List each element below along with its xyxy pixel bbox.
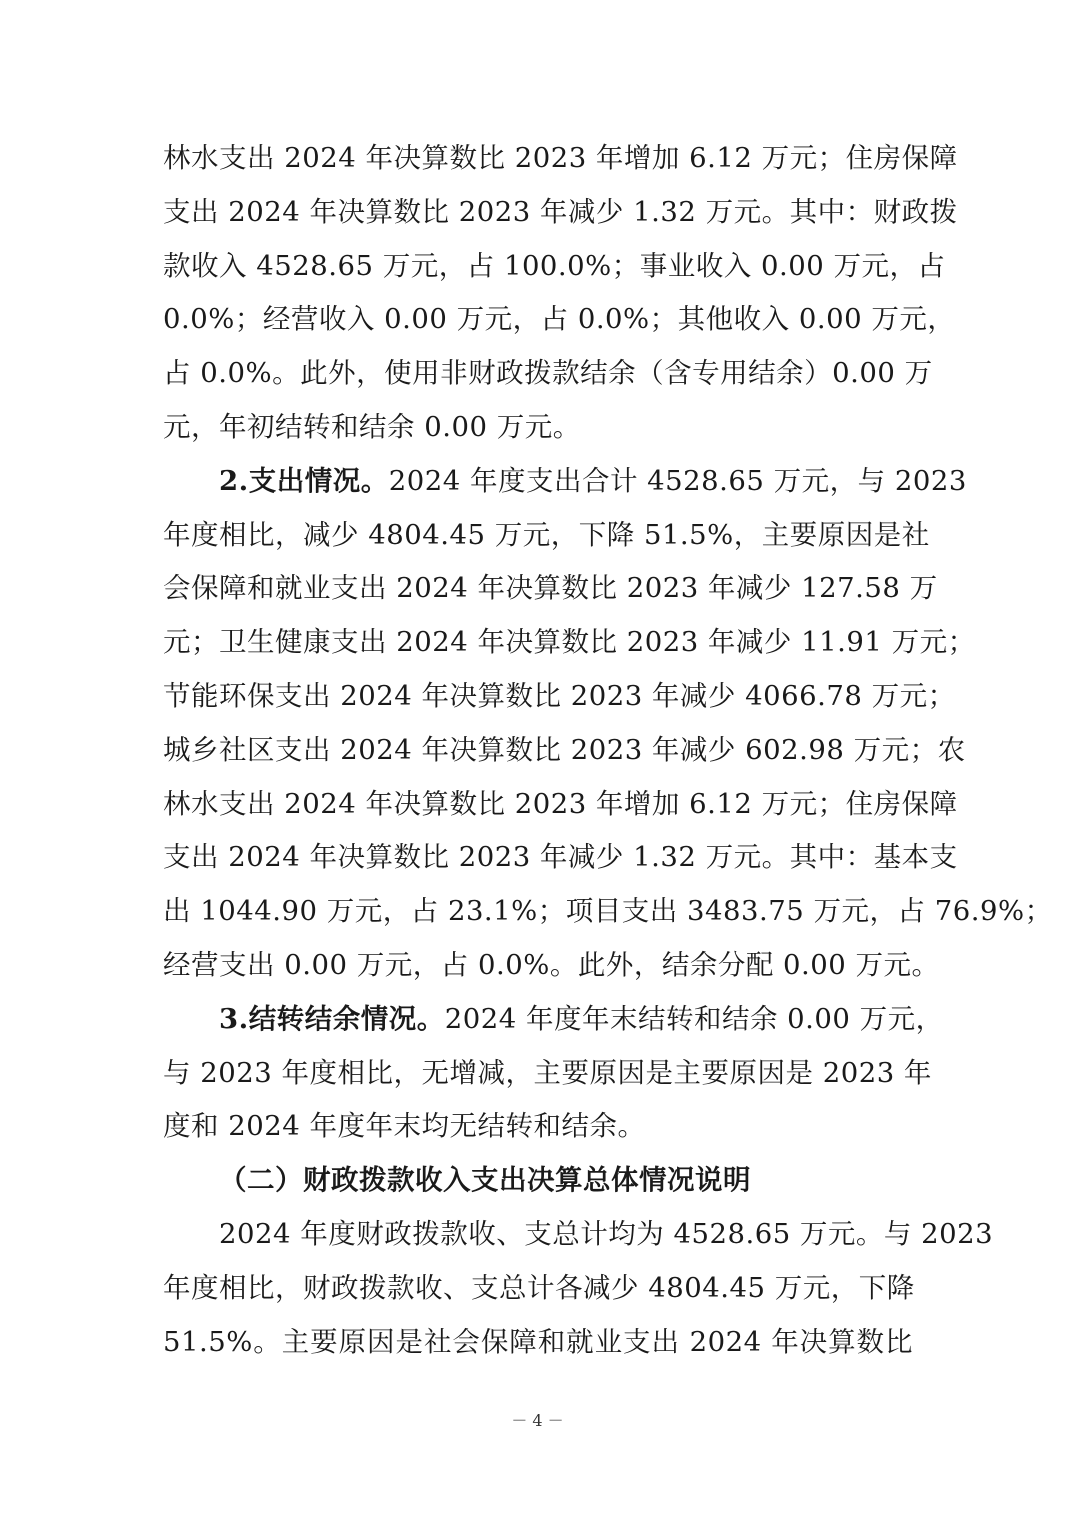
text-line: 元，年初结转和结余 0.00 万元。: [163, 410, 581, 443]
text-line: 年度相比，财政拨款收、支总计各减少 4804.45 万元，下降: [163, 1271, 915, 1304]
text-line: 与 2023 年度相比，无增减，主要原因是主要原因是 2023 年: [163, 1056, 932, 1089]
section-balance-first-line: [163, 993, 944, 1047]
text-line: 款收入 4528.65 万元，占 100.0%；事业收入 0.00 万元，占: [163, 249, 946, 282]
text-line: 支出 2024 年决算数比 2023 年减少 1.32 万元。其中：基本支: [163, 841, 958, 874]
section-title-expenditure: 2.支出情况。: [219, 464, 389, 497]
page-number: － 4 －: [511, 1411, 564, 1430]
text-line: 年度相比，减少 4804.45 万元，下降 51.5%，主要原因是社: [163, 518, 930, 551]
text-line: 元；卫生健康支出 2024 年决算数比 2023 年减少 11.91 万元；: [163, 626, 976, 659]
text-line: 51.5%。主要原因是社会保障和就业支出 2024 年决算数比: [163, 1325, 913, 1358]
text-line: 0.0%；经营收入 0.00 万元，占 0.0%；其他收入 0.00 万元，: [163, 303, 956, 336]
text-line: 支出 2024 年决算数比 2023 年减少 1.32 万元。其中：财政拨: [163, 195, 958, 228]
text-line: 会保障和就业支出 2024 年决算数比 2023 年减少 127.58 万: [163, 572, 938, 605]
section-title-balance: 3.结转结余情况。: [219, 1002, 445, 1035]
section-heading: （二）财政拨款收入支出决算总体情况说明: [219, 1164, 751, 1197]
document-body: [163, 132, 1053, 1369]
text-line: 城乡社区支出 2024 年决算数比 2023 年减少 602.98 万元；农: [163, 733, 966, 766]
text-line: 节能环保支出 2024 年决算数比 2023 年减少 4066.78 万元；: [163, 679, 956, 712]
text-line: 2024 年度财政拨款收、支总计均为 4528.65 万元。与 2023: [219, 1217, 994, 1250]
text-line: 经营支出 0.00 万元，占 0.0%。此外，结余分配 0.00 万元。: [163, 948, 940, 981]
text-line: 度和 2024 年度年末均无结转和结余。: [163, 1110, 646, 1143]
section-expenditure-first-line: [163, 455, 967, 509]
text-line: 林水支出 2024 年决算数比 2023 年增加 6.12 万元；住房保障: [163, 787, 958, 820]
text-line: 出 1044.90 万元，占 23.1%；项目支出 3483.75 万元，占 76.9%；: [163, 895, 1053, 928]
text-line: 林水支出 2024 年决算数比 2023 年增加 6.12 万元；住房保障: [163, 142, 958, 174]
section-text: 2024 年度年末结转和结余 0.00 万元，: [444, 1002, 944, 1035]
section-text: 2024 年度支出合计 4528.65 万元，与 2023: [388, 464, 967, 497]
text-line: 占 0.0%。此外，使用非财政拨款结余（含专用结余）0.00 万: [163, 357, 933, 390]
